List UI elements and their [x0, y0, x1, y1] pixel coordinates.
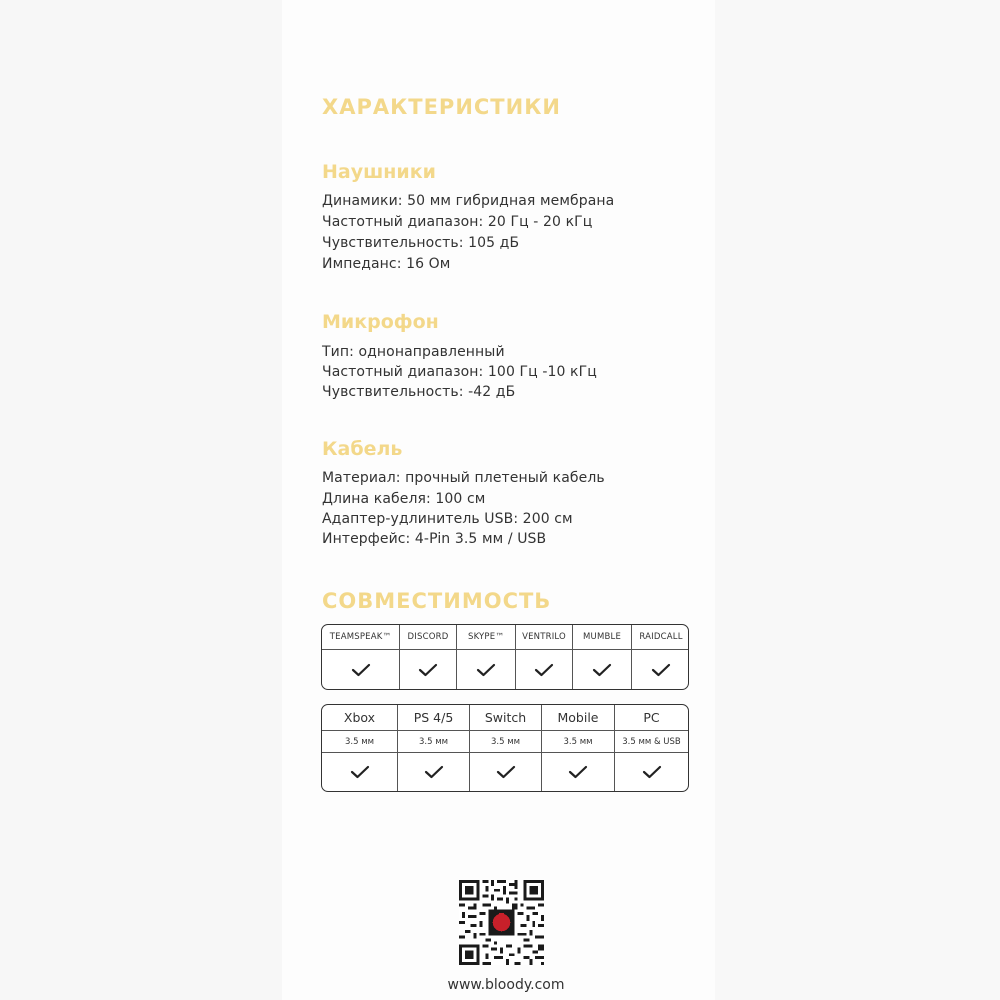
checkmark-icon	[322, 650, 400, 689]
device-name-cell: Switch	[470, 705, 542, 731]
spec-line: Частотный диапазон: 100 Гц -10 кГц	[322, 364, 597, 380]
background-left	[0, 0, 282, 1000]
spec-line: Материал: прочный плетеный кабель	[322, 470, 605, 486]
section-heading-headphones: Наушники	[322, 161, 436, 183]
device-connection-cell: 3.5 мм	[322, 731, 398, 753]
app-name-cell: DISCORD	[400, 625, 457, 650]
app-name-cell: RAIDCALL	[632, 625, 689, 650]
apps-compatibility-table	[321, 624, 689, 690]
spec-line: Чувствительность: -42 дБ	[322, 384, 516, 400]
app-name-cell: VENTRILO	[516, 625, 573, 650]
checkmark-icon	[615, 753, 688, 791]
device-name-cell: Mobile	[542, 705, 615, 731]
qr-code-icon[interactable]	[459, 880, 544, 965]
spec-line: Интерфейс: 4-Pin 3.5 мм / USB	[322, 531, 547, 547]
device-name-cell: Xbox	[322, 705, 398, 731]
checkmark-icon	[470, 753, 542, 791]
page-title: ХАРАКТЕРИСТИКИ	[322, 95, 561, 119]
checkmark-icon	[632, 650, 689, 689]
app-name-cell: TEAMSPEAK™	[322, 625, 400, 650]
website-url[interactable]: www.bloody.com	[447, 977, 565, 993]
background-right	[715, 0, 1000, 1000]
compatibility-heading: СОВМЕСТИМОСТЬ	[322, 589, 552, 613]
spec-line: Адаптер-удлинитель USB: 200 см	[322, 511, 573, 527]
checkmark-icon	[573, 650, 632, 689]
spec-line: Частотный диапазон: 20 Гц - 20 кГц	[322, 214, 593, 230]
checkmark-icon	[398, 753, 470, 791]
section-heading-microphone: Микрофон	[322, 311, 439, 333]
checkmark-icon	[516, 650, 573, 689]
spec-line: Чувствительность: 105 дБ	[322, 235, 520, 251]
section-heading-cable: Кабель	[322, 438, 403, 460]
device-connection-cell: 3.5 мм	[470, 731, 542, 753]
spec-line: Длина кабеля: 100 см	[322, 491, 486, 507]
device-name-cell: PC	[615, 705, 688, 731]
app-name-cell: MUMBLE	[573, 625, 632, 650]
device-connection-cell: 3.5 мм	[398, 731, 470, 753]
spec-line: Динамики: 50 мм гибридная мембрана	[322, 193, 615, 209]
devices-compatibility-table	[321, 704, 689, 792]
spec-line: Тип: однонаправленный	[322, 344, 505, 360]
checkmark-icon	[457, 650, 516, 689]
checkmark-icon	[400, 650, 457, 689]
spec-line: Импеданс: 16 Ом	[322, 256, 451, 272]
checkmark-icon	[542, 753, 615, 791]
device-connection-cell: 3.5 мм	[542, 731, 615, 753]
device-name-cell: PS 4/5	[398, 705, 470, 731]
checkmark-icon	[322, 753, 398, 791]
device-connection-cell: 3.5 мм & USB	[615, 731, 688, 753]
app-name-cell: SKYPE™	[457, 625, 516, 650]
